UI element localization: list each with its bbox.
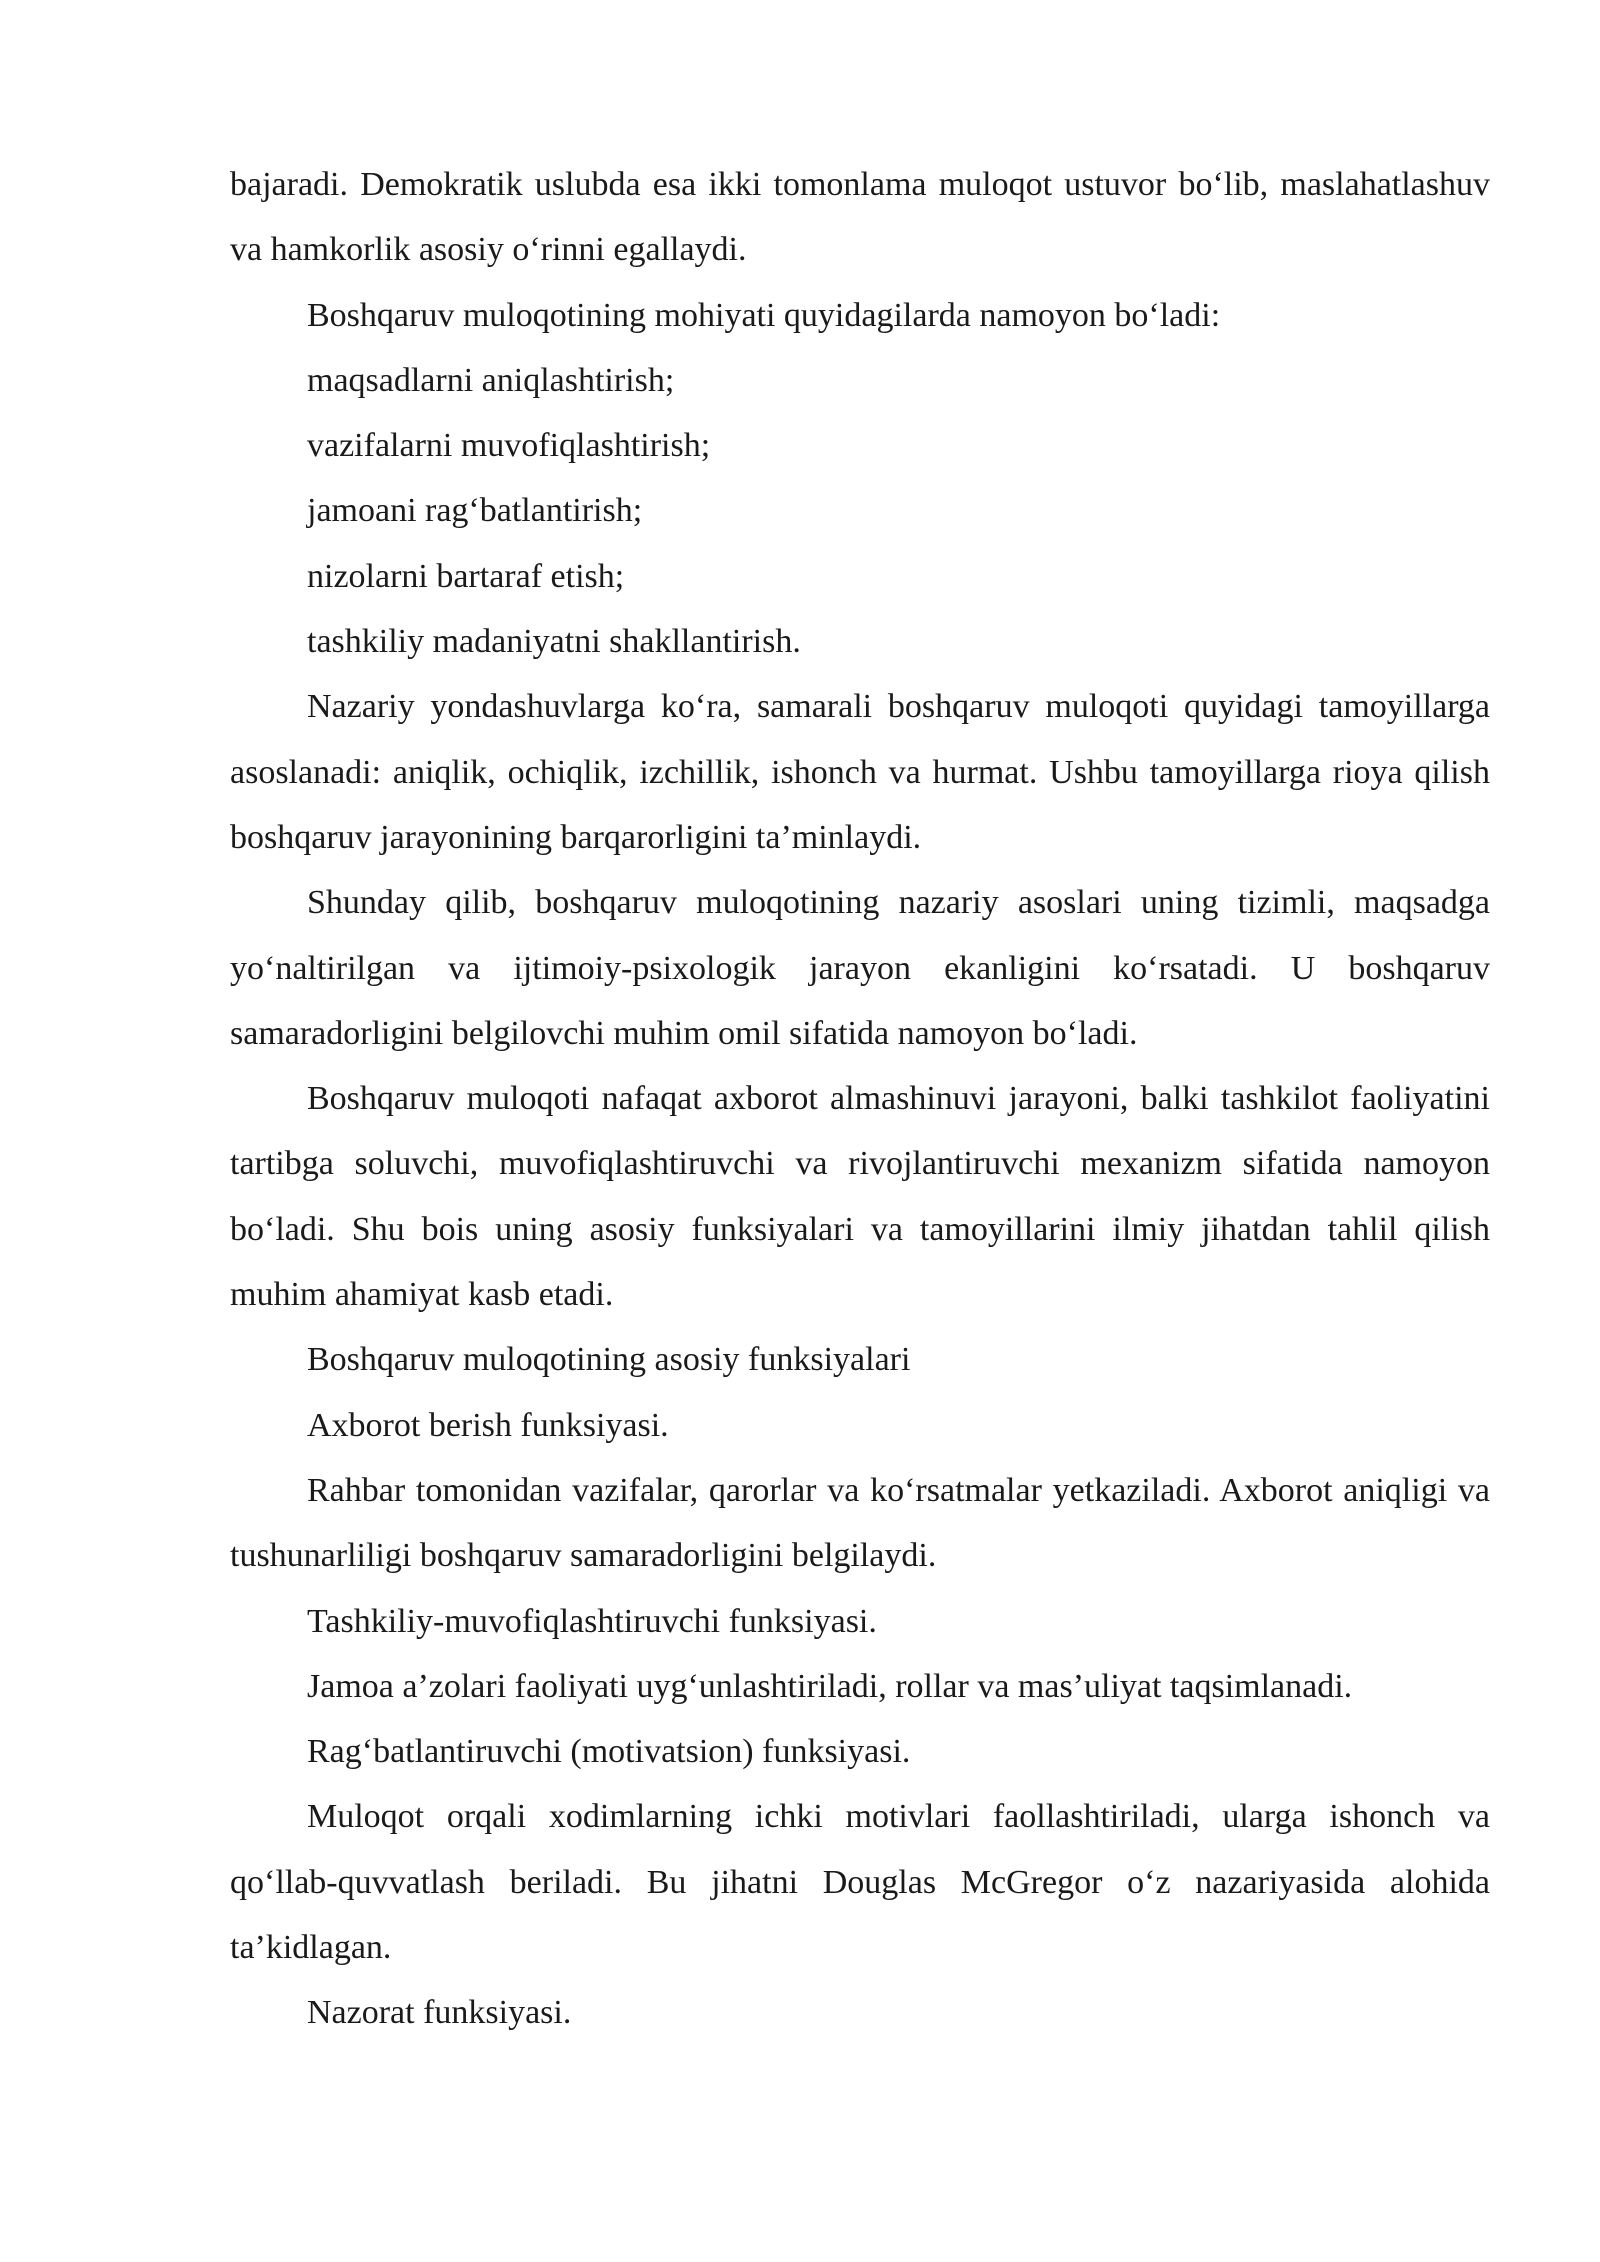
section-heading-functions: Boshqaruv muloqotining asosiy funksiyalari [307,1341,911,1379]
paragraph-mechanism: Boshqaruv muloqoti nafaqat axborot almashinuvi jarayoni, balki tashkilot faoliyatini tartibga soluvchi, muvofiqlashtiruvchi va rivojlantiruvchi mexanizm sifatida namoyon bo‘ladi. Shu bois uning asosiy funksiyalari va tamoyillarini ilmiy jihatdan tahlil qilish muhim ahamiyat kasb etadi. [230,1080,1490,1314]
list-item-tasks: vazifalarni muvofiqlashtirish; [307,427,711,465]
function-title-motivation: Rag‘batlantiruvchi (motivatsion) funksiyasi. [307,1733,911,1771]
list-item-goals: maqsadlarni aniqlashtirish; [307,361,675,399]
paragraph-motivation: Muloqot orqali xodimlarning ichki motivlari faollashtiriladi, ularga ishonch va qo‘llab-quvvatlash beriladi. Bu jihatni Douglas McGregor o‘z nazariyasida alohida ta’kidlagan. [230,1798,1490,1967]
paragraph-essence-intro: Boshqaruv muloqotining mohiyati quyidagilarda namoyon bo‘ladi: [307,296,1221,334]
list-item-culture: tashkiliy madaniyatni shakllantirish. [307,623,801,661]
document-body [230,152,1490,2046]
paragraph-continuation: bajaradi. Demokratik uslubda esa ikki tomonlama muloqot ustuvor bo‘lib, maslahatlashuv va hamkorlik asosiy o‘rinni egallaydi. [230,166,1490,269]
function-title-information: Axborot berish funksiyasi. [307,1406,669,1444]
list-item-team: jamoani rag‘batlantirish; [307,492,643,530]
function-title-coordination: Tashkiliy-muvofiqlashtiruvchi funksiyasi. [307,1602,877,1640]
paragraph-coordination: Jamoa a’zolari faoliyati uyg‘unlashtiriladi, rollar va mas’uliyat taqsimlanadi. [307,1667,1353,1705]
paragraph-principles: Nazariy yondashuvlarga ko‘ra, samarali boshqaruv muloqoti quyidagi tamoyillarga asoslanadi: aniqlik, ochiqlik, izchillik, ishonch va hurmat. Ushbu tamoyillarga rioya qilish boshqaruv jarayonining barqarorligini ta’minlaydi. [230,688,1490,856]
list-item-conflicts: nizolarni bartaraf etish; [307,557,625,595]
paragraph-conclusion: Shunday qilib, boshqaruv muloqotining nazariy asoslari uning tizimli, maqsadga yo‘naltirilgan va ijtimoiy-psixologik jarayon ekanligini ko‘rsatadi. U boshqaruv samaradorligini belgilovchi muhim omil sifatida namoyon bo‘ladi. [230,884,1490,1052]
paragraph-information: Rahbar tomonidan vazifalar, qarorlar va ko‘rsatmalar yetkaziladi. Axborot aniqligi va tushunarliligi boshqaruv samaradorligini belgilaydi. [230,1471,1490,1575]
function-title-control: Nazorat funksiyasi. [307,1994,572,2032]
